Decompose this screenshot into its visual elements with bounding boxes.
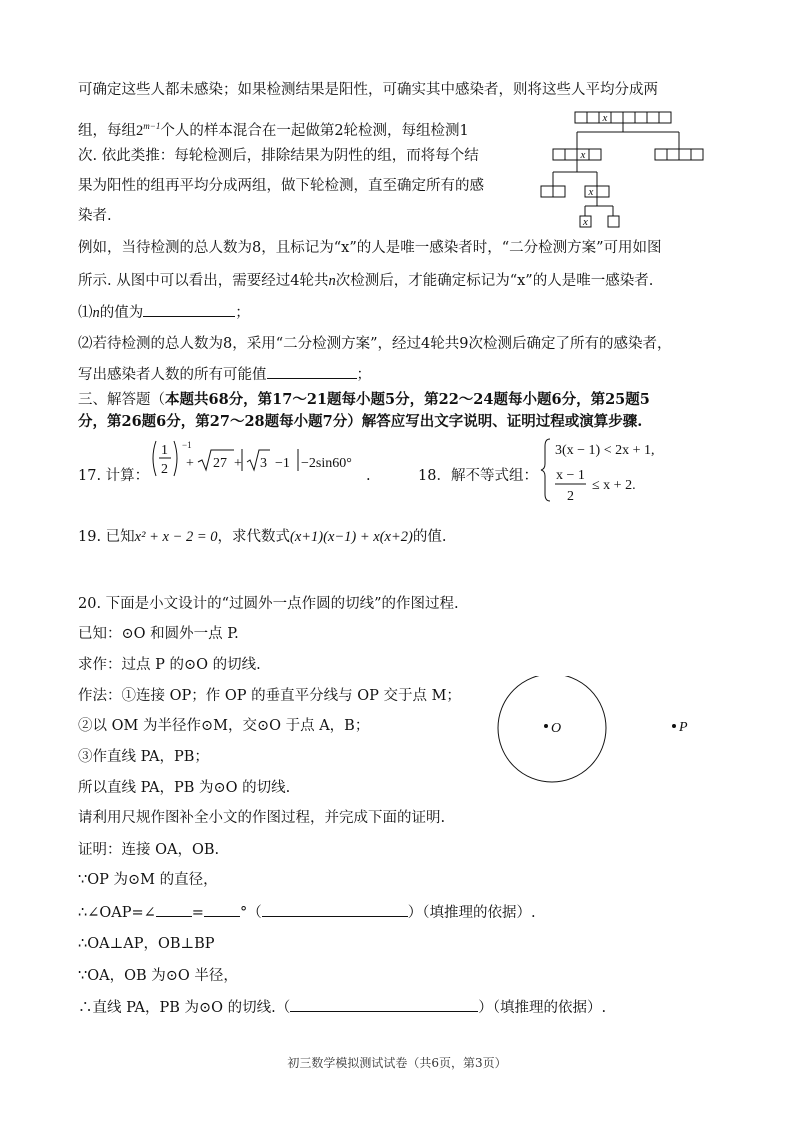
proof-step-1: ∵OP 为⊙M 的直径， [78, 872, 218, 888]
svg-text:+: + [186, 456, 194, 471]
proof-step-2: ∴∠OAP=∠ = °（ ）（填推理的依据）. [78, 902, 536, 923]
label-P: P [679, 720, 688, 735]
problem-17-end: . [366, 468, 371, 484]
problem-20-find: 求作：过点 P 的⊙O 的切线. [78, 657, 261, 673]
svg-text:−1: −1 [275, 456, 290, 471]
section-3-header-line-2: 分，第26题6分，第27～28题每小题7分）解答应写出文字说明、证明过程或演算步骤. [78, 413, 643, 430]
answer-blank-degree [204, 902, 240, 917]
svg-text:−1: −1 [182, 440, 192, 450]
answer-blank-q1 [143, 302, 235, 317]
point-O [544, 724, 548, 728]
problem-17-label: 17. 计算： [78, 468, 150, 484]
answer-blank-angle [156, 902, 192, 917]
problem-20-title: 20. 下面是小文设计的“过圆外一点作圆的切线”的作图过程. [78, 596, 459, 612]
svg-text:+: + [234, 456, 242, 471]
svg-text:1: 1 [161, 443, 168, 458]
construction-step-3: ③作直线 PA，PB； [78, 749, 209, 765]
svg-text:3: 3 [260, 456, 267, 471]
construction-step-2: ②以 OM 为半径作⊙M，交⊙O 于点 A，B； [78, 718, 370, 734]
tree-label-x-1: x [602, 112, 608, 124]
intro-line-2: 组，每组$2^{m-1}$个人的样本混合在一起做第2轮检测，每组检测1 [78, 121, 469, 139]
intro-line-4: 果为阳性的组再平均分成两组，做下轮检测，直至确定所有的感 [78, 178, 484, 194]
tree-label-x-4: x [583, 216, 588, 228]
intro-line-7: 所示. 从图中可以看出，需要经过4轮共n次检测后，才能确定标记为“x”的人是唯一感染者. [78, 273, 654, 289]
page-footer: 初三数学模拟测试试卷（共6页，第3页） [287, 1056, 507, 1070]
intro-line-3: 次. 依此类推：每轮检测后，排除结果为阴性的组，而将每个结 [78, 148, 479, 164]
inequality-2-rest: ≤ x + 2. [592, 478, 636, 493]
problem-18-label: 18．解不等式组： [418, 468, 538, 484]
svg-text:−2sin60°: −2sin60° [301, 456, 352, 471]
tree-label-x-3: x [588, 186, 594, 198]
problem-18-inequality-system [540, 436, 680, 506]
question-2-line-1: ⑵若待检测的总人数为8，采用“二分检测方案”，经过4轮共9次检测后确定了所有的感染者， [78, 336, 672, 352]
proof-step-4: ∵OA，OB 为⊙O 半径， [78, 968, 238, 984]
circle-figure [490, 676, 720, 786]
construction-step-1: 作法：①连接 OP；作 OP 的垂直平分线与 OP 交于点 M； [78, 688, 461, 704]
problem-20-known: 已知：⊙O 和圆外一点 P. [78, 626, 239, 642]
proof-step-5: ∴直线 PA，PB 为⊙O 的切线.（ ）（填推理的依据）. [78, 997, 606, 1018]
binary-test-tree-diagram [535, 108, 735, 230]
answer-blank-reason-1 [262, 902, 408, 917]
proof-intro: 证明：连接 OA，OB. [78, 842, 220, 858]
point-P [672, 724, 676, 728]
problem-19: 19. 已知x² + x − 2 = 0，求代数式(x+1)(x−1) + x(x+2)的值. [78, 529, 447, 545]
proof-step-3: ∴OA⊥AP，OB⊥BP [78, 936, 215, 952]
tree-label-x-2: x [580, 149, 586, 161]
intro-line-5: 染者. [78, 208, 112, 224]
problem-17-expression [148, 436, 388, 486]
intro-line-6: 例如，当待检测的总人数为8，且标记为“x”的人是唯一感染者时，“二分检测方案”可用如图 [78, 240, 662, 256]
intro-line-1: 可确定这些人都未感染；如果检测结果是阳性，可确实其中感染者，则将这些人平均分成两 [78, 82, 658, 98]
inequality-2-numerator: x − 1 [556, 468, 585, 483]
construction-conclusion: 所以直线 PA，PB 为⊙O 的切线. [78, 780, 291, 796]
question-2-line-2: 写出感染者人数的所有可能值 ； [78, 364, 371, 385]
question-1: ⑴n的值为 ； [78, 302, 250, 323]
section-3-header-line-1: 三、解答题（本题共68分，第17～21题每小题5分，第22～24题每小题6分，第25题5 [78, 391, 650, 408]
answer-blank-reason-2 [290, 997, 478, 1012]
answer-blank-q2 [267, 364, 357, 379]
inequality-2-denominator: 2 [567, 489, 574, 504]
svg-text:27: 27 [213, 456, 227, 471]
label-O: O [551, 721, 562, 736]
construction-instruction: 请利用尺规作图补全小文的作图过程，并完成下面的证明. [78, 810, 446, 826]
inequality-1: 3(x − 1) < 2x + 1, [555, 443, 655, 458]
svg-text:2: 2 [161, 462, 168, 477]
